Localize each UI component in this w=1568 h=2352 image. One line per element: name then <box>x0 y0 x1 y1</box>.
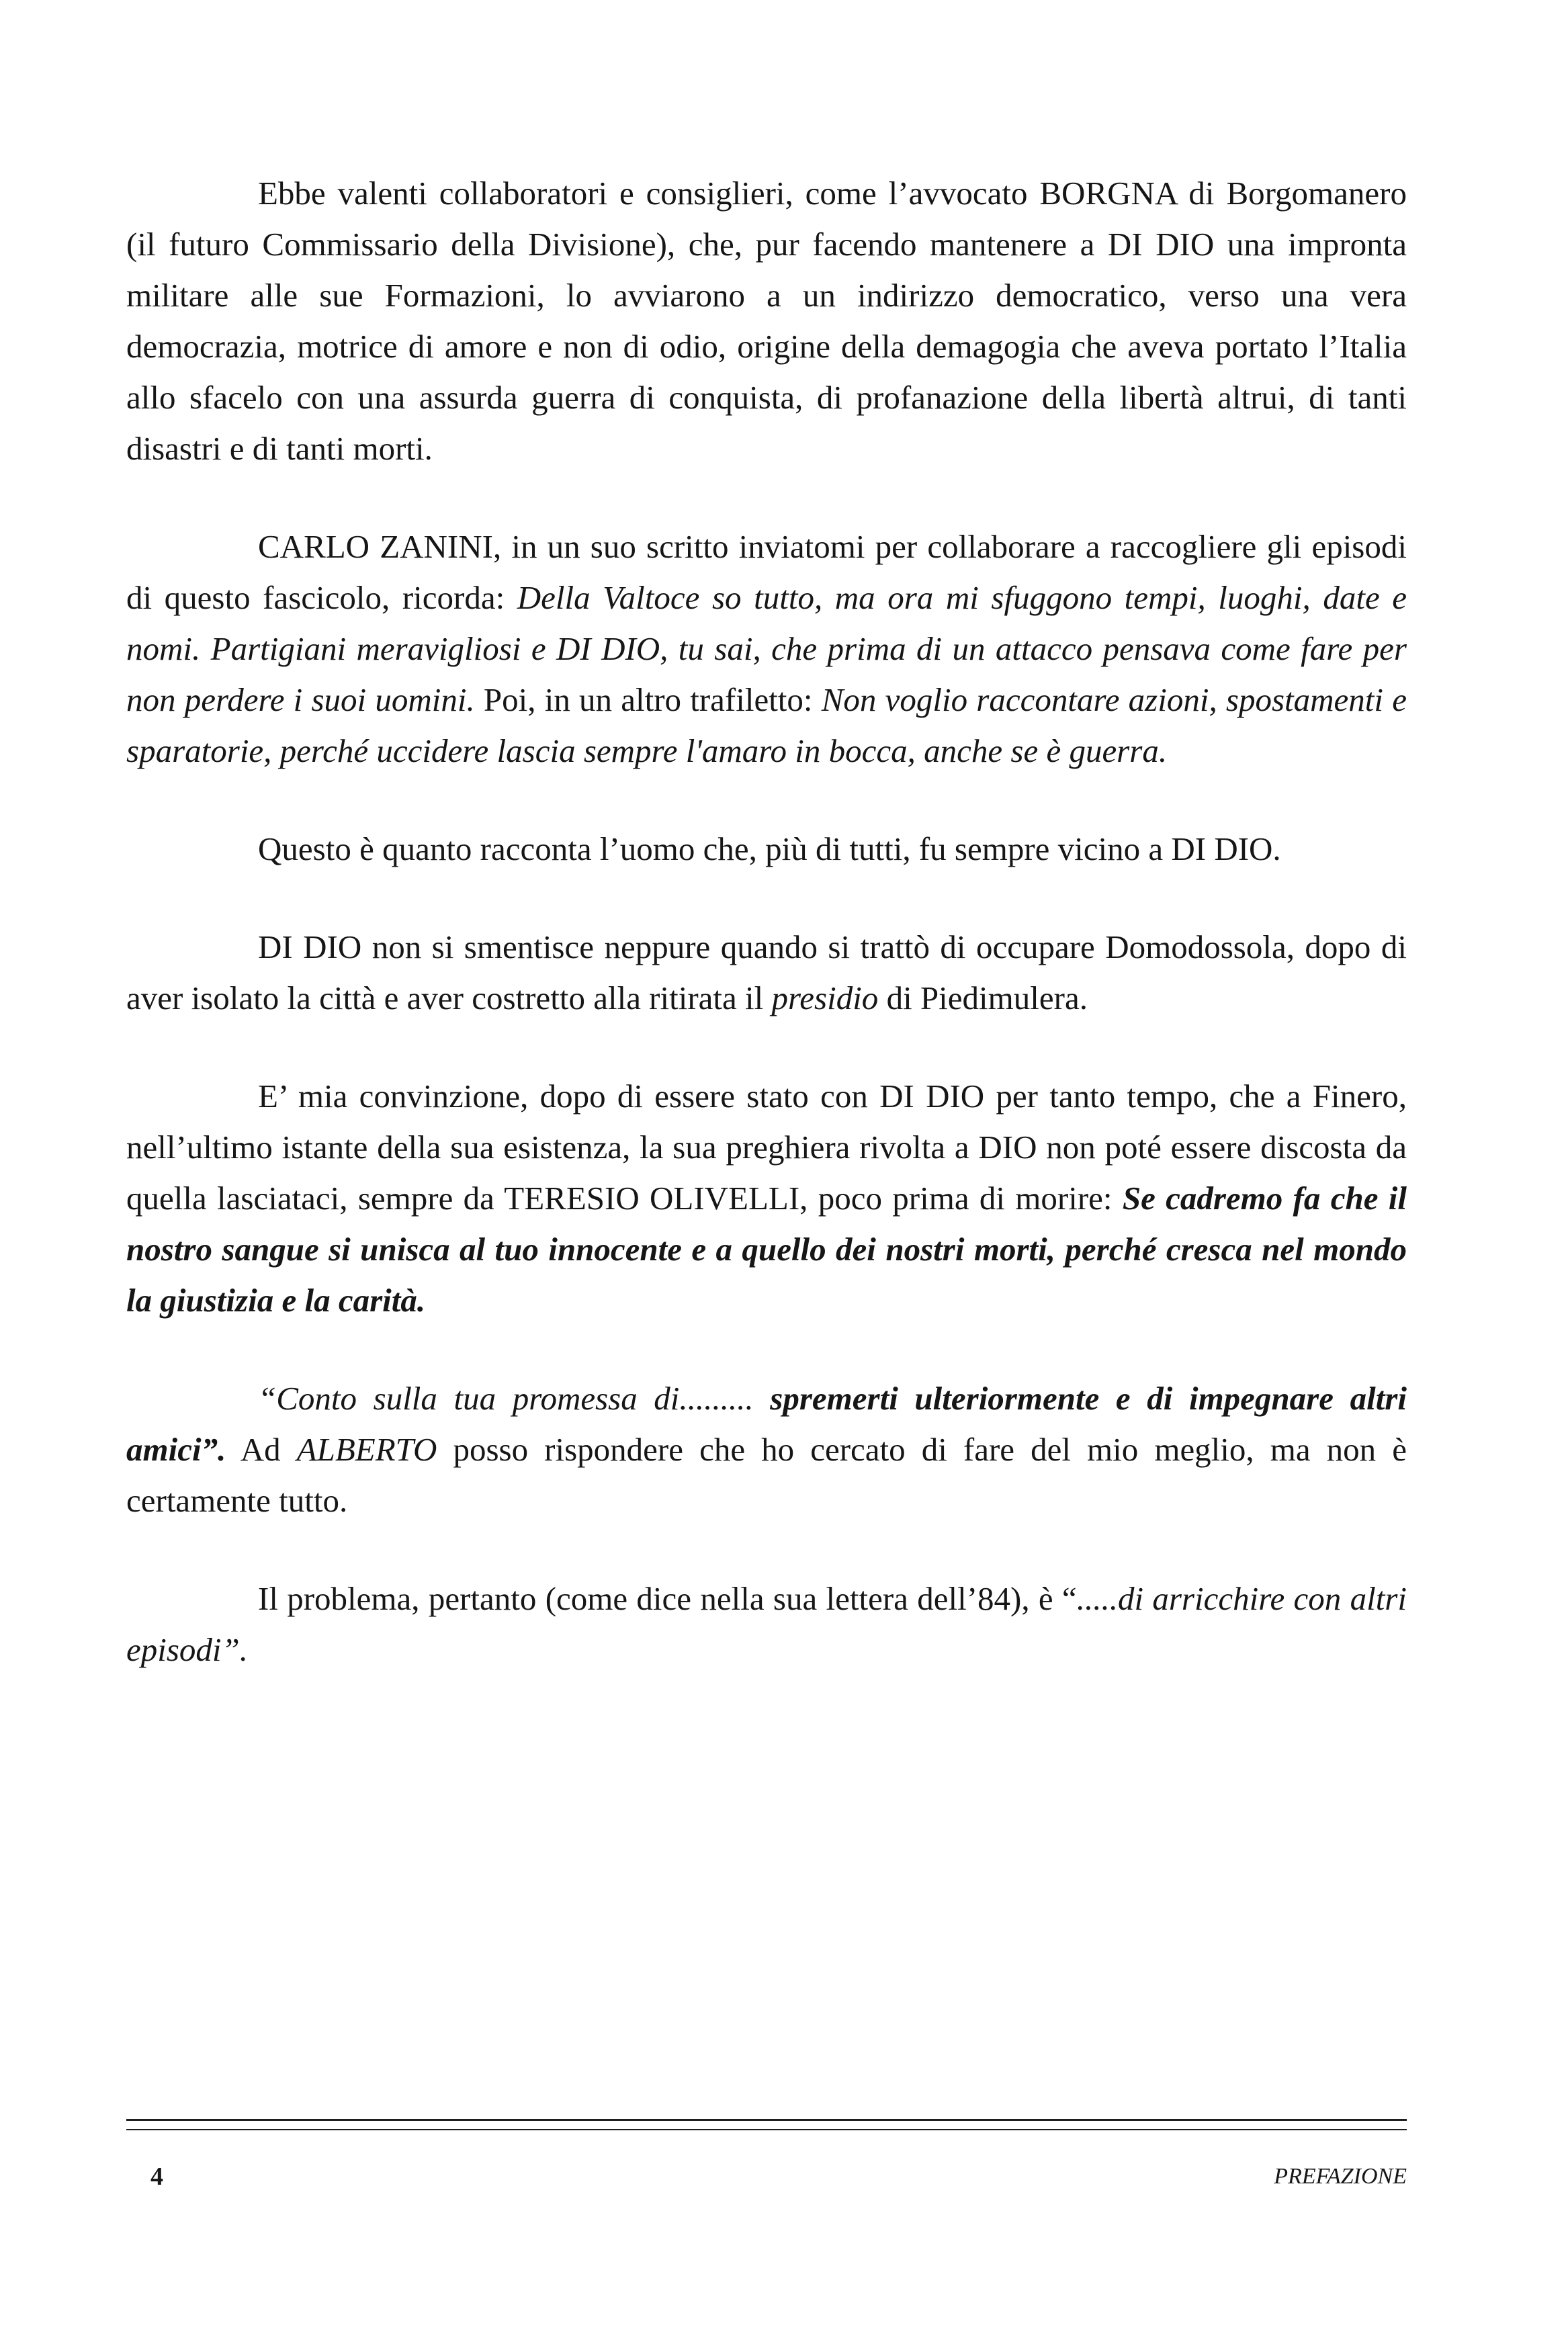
text-run: presidio <box>771 979 879 1016</box>
text-run: Questo è quanto racconta l’uomo che, più di tutti, fu sempre vicino a DI DIO. <box>258 830 1281 867</box>
paragraph-problema <box>126 1573 1407 1675</box>
text-run: Se cadremo fa che il nostro sangue si unisca al tuo innocente e a quello dei nostri morti, perché cresca nel mondo la giustizia e la carità. <box>126 1180 1407 1319</box>
text-run: Non voglio raccontare azioni, spostamenti e sparatorie, perché uccidere lascia sempre l'amaro in bocca, anche se è guerra. <box>126 681 1407 769</box>
page-footer <box>126 2157 1407 2197</box>
running-head: PREFAZIONE <box>1274 2164 1407 2189</box>
footer-rule-bottom <box>126 2129 1407 2130</box>
footer-rule-top <box>126 2119 1407 2121</box>
text-run: “Conto sulla tua promessa di......... <box>258 1380 771 1417</box>
paragraph-domodossola <box>126 922 1407 1024</box>
text-run: posso rispondere che ho cercato di fare del mio meglio, ma non è certamente tutto. <box>126 1431 1407 1519</box>
text-run: Della Valtoce so tutto, ma ora mi sfuggono tempi, luoghi, date e nomi. Partigiani meravigliosi e DI DIO, tu sai, che prima di un attacco pensava come fare per non perdere i suoi uomini. <box>126 579 1407 718</box>
text-run: Poi, in un altro trafiletto: <box>474 681 822 718</box>
text-run: DI DIO non si smentisce neppure quando si trattò di occupare Domodossola, dopo di aver isolato la città e aver costretto alla ritirata il <box>126 928 1407 1016</box>
text-run: Ad <box>226 1431 297 1468</box>
page-number: 4 <box>150 2163 163 2191</box>
text-run: ALBERTO <box>296 1431 437 1468</box>
text-run: spremerti ulteriormente e di impegnare altri amici”. <box>126 1380 1407 1468</box>
text-run: Il problema, pertanto (come dice nella sua lettera dell’84), è “ <box>258 1580 1077 1617</box>
text-run: di Piedimulera. <box>878 979 1088 1016</box>
paragraph-olivelli <box>126 1071 1407 1326</box>
paragraph-vicino-di-dio <box>126 824 1407 875</box>
text-run: CARLO ZANINI, in un suo scritto inviatomi per collaborare a raccogliere gli episodi di questo fascicolo, ricorda: <box>126 528 1407 616</box>
text-run: .....di arricchire con altri episodi”. <box>126 1580 1407 1668</box>
text-run: E’ mia convinzione, dopo di essere stato con DI DIO per tanto tempo, che a Finero, nell’ultimo istante della sua esistenza, la sua preghiera rivolta a DIO non poté essere discosta da quella lasciataci, sempre da TERESIO OLIVELLI, poco prima di morire: <box>126 1078 1407 1217</box>
page-body <box>126 168 1407 1675</box>
text-run: Ebbe valenti collaboratori e consiglieri, come l’avvocato BORGNA di Borgomanero (il futuro Commissario della Divisione), che, pur facendo mantenere a DI DIO una impronta militare alle sue Formazioni, lo avviarono a un indirizzo democratico, verso una vera democrazia, motrice di amore e non di odio, origine della demagogia che aveva portato l’Italia allo sfacelo con una assurda guerra di conquista, di profanazione della libertà altrui, di tanti disastri e di tanti morti. <box>126 175 1407 467</box>
paragraph-alberto <box>126 1373 1407 1526</box>
paragraph-borgna <box>126 168 1407 474</box>
paragraph-zanini <box>126 521 1407 777</box>
